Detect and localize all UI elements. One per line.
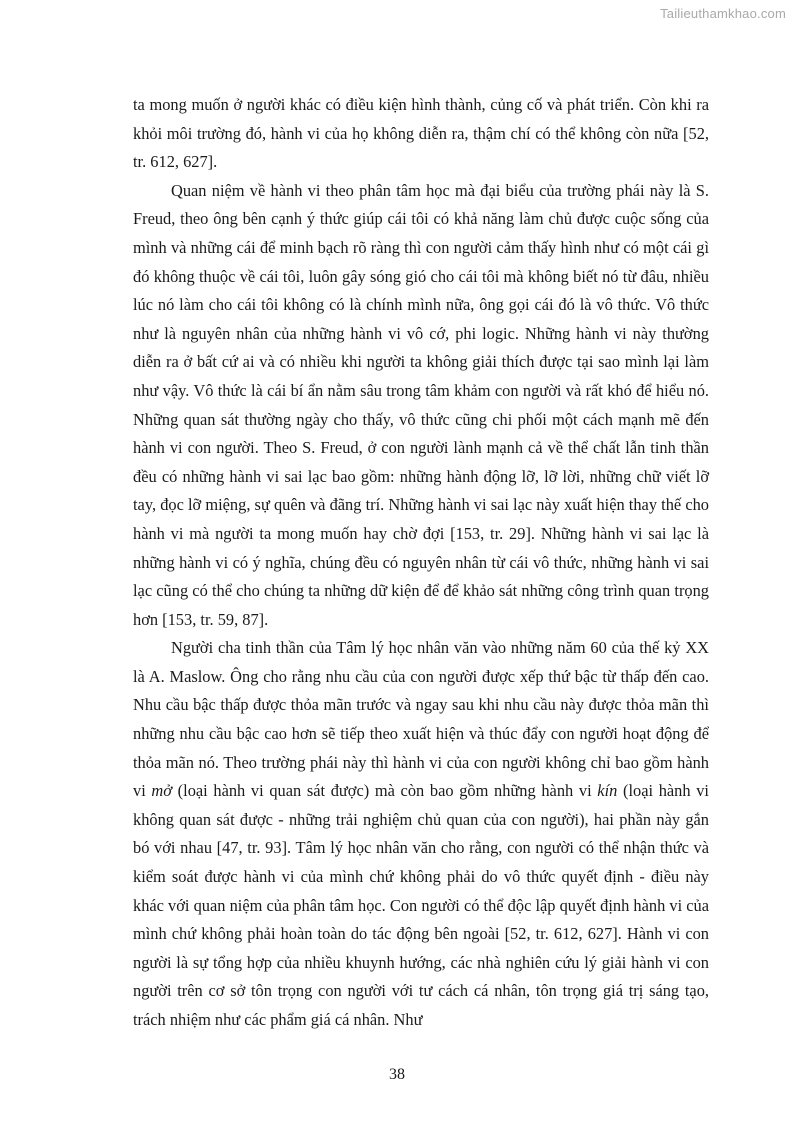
document-body bbox=[133, 91, 709, 1035]
italic-term-open: mở bbox=[151, 781, 173, 801]
paragraph-continuation: ta mong muốn ở người khác có điều kiện hình thành, củng cố và phát triển. Còn khi ra khỏi môi trường đó, hành vi của họ không diễn ra, thậm chí có thể không còn nữa [52, tr. 612, 627]. bbox=[133, 95, 709, 172]
paragraph-maslow-part1: Người cha tinh thần của Tâm lý học nhân văn vào những năm 60 của thế kỷ XX là A. Maslow. Ông cho rằng nhu cầu của con người được xếp thứ bậc từ thấp đến cao. Nhu cầu bậc thấp được thỏa mãn trước và ngay sau khi nhu cầu này được thỏa mãn thì những nhu cầu bậc cao hơn sẽ tiếp theo xuất hiện và thúc đẩy con người hoạt động để thỏa mãn nó. Theo trường phái này thì hành vi của con người không chỉ bao gồm hành vi bbox=[133, 638, 709, 801]
italic-term-closed: kín bbox=[597, 781, 618, 801]
page-number: 38 bbox=[389, 1066, 405, 1083]
paragraph-maslow bbox=[133, 634, 709, 1034]
watermark-text: Tailieuthamkhao.com bbox=[660, 6, 786, 21]
paragraph-maslow-part3: (loại hành vi không quan sát được - những trải nghiệm chủ quan của con người), hai phần này gắn bó với nhau [47, tr. 93]. Tâm lý học nhân văn cho rằng, con người có thể nhận thức và kiểm soát được hành vi của mình chứ không phải do vô thức quyết định - điều này khác với quan niệm của phân tâm học. Con người có thể độc lập quyết định hành vi của mình chứ không phải hoàn toàn do tác động bên ngoài [52, tr. 612, 627]. Hành vi con người là sự tổng hợp của nhiều khuynh hướng, các nhà nghiên cứu lý giải hành vi con người trên cơ sở tôn trọng con người với tư cách cá nhân, tôn trọng giá trị sáng tạo, trách nhiệm như các phẩm giá cá nhân. Như bbox=[133, 781, 709, 1029]
paragraph-freud: Quan niệm về hành vi theo phân tâm học mà đại biểu của trường phái này là S. Freud, theo ông bên cạnh ý thức giúp cái tôi có khả năng làm chủ được cuộc sống của mình và những cái để minh bạch rõ ràng thì con người cảm thấy hình như có một cái gì đó không thuộc về cái tôi, luôn gây sóng gió cho cái tôi mà không biết nó từ đâu, nhiều lúc nó làm cho cái tôi không có là chính mình nữa, ông gọi cái đó là vô thức. Vô thức như là nguyên nhân của những hành vi vô cớ, phi logic. Những hành vi này thường diễn ra ở bất cứ ai và có nhiều khi người ta không giải thích được tại sao mình lại làm như vậy. Vô thức là cái bí ẩn nằm sâu trong tâm khảm con người và rất khó để hiểu nó. Những quan sát thường ngày cho thấy, vô thức cũng chi phối một cách mạnh mẽ đến hành vi con người. Theo S. Freud, ở con người lành mạnh cả về thể chất lẫn tinh thần đều có những hành vi sai lạc bao gồm: những hành động lỡ, lỡ lời, những chữ viết lỡ tay, đọc lỡ miệng, sự quên và đãng trí. Những hành vi sai lạc này xuất hiện thay thế cho hành vi mà người ta mong muốn hay chờ đợi [153, tr. 29]. Những hành vi sai lạc là những hành vi có ý nghĩa, chúng đều có nguyên nhân từ cái vô thức, những hành vi sai lạc cũng có thể cho chúng ta những dữ kiện để để khảo sát những công trình quan trọng hơn [153, tr. 59, 87]. bbox=[133, 180, 709, 629]
paragraph-maslow-part2: (loại hành vi quan sát được) mà còn bao gồm những hành vi bbox=[172, 781, 598, 801]
